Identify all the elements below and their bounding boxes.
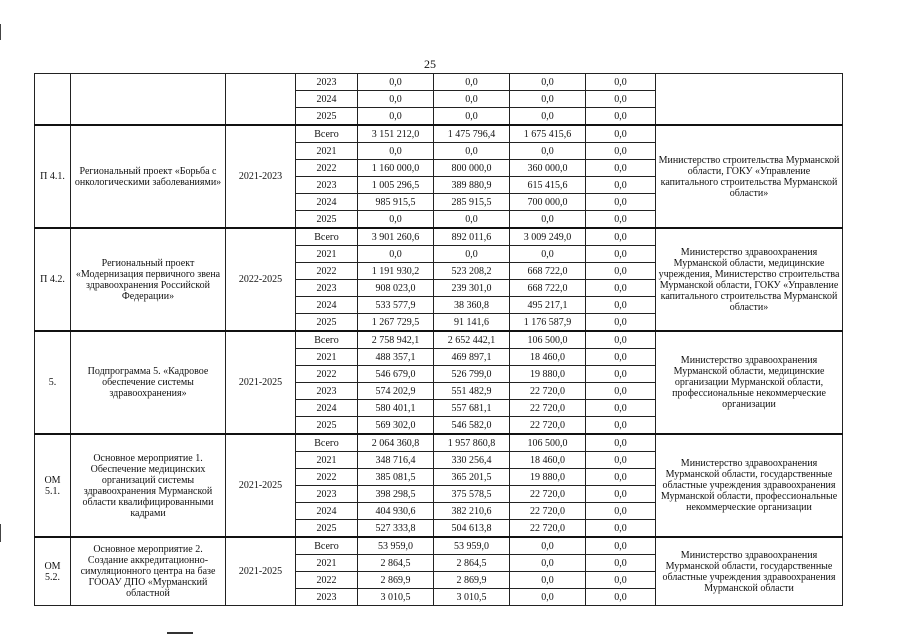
amount-cell: 0,0 (358, 143, 434, 160)
amount-cell: 404 930,6 (358, 503, 434, 520)
amount-cell: 3 009 249,0 (510, 228, 586, 246)
year-cell: 2025 (296, 211, 358, 229)
amount-cell: 526 799,0 (434, 366, 510, 383)
year-cell: 2024 (296, 503, 358, 520)
amount-cell: 0,0 (434, 91, 510, 108)
amount-cell: 0,0 (434, 211, 510, 229)
year-cell: 2022 (296, 572, 358, 589)
year-cell: 2023 (296, 383, 358, 400)
program-funding-table (34, 73, 843, 606)
item-executor: Министерство строительства Мурманской области, ГОКУ «Управление капитального строительства Мурманской области» (656, 125, 843, 228)
amount-cell: 106 500,0 (510, 331, 586, 349)
table-row (35, 331, 843, 349)
year-cell: 2024 (296, 400, 358, 417)
amount-cell: 2 758 942,1 (358, 331, 434, 349)
item-period: 2021-2023 (226, 125, 296, 228)
amount-cell: 18 460,0 (510, 452, 586, 469)
year-cell: 2022 (296, 469, 358, 486)
amount-cell: 546 679,0 (358, 366, 434, 383)
amount-cell: 389 880,9 (434, 177, 510, 194)
item-code: П 4.2. (35, 228, 71, 331)
year-cell: Всего (296, 434, 358, 452)
amount-cell: 0,0 (586, 572, 656, 589)
amount-cell: 469 897,1 (434, 349, 510, 366)
amount-cell: 0,0 (434, 246, 510, 263)
amount-cell: 3 151 212,0 (358, 125, 434, 143)
amount-cell: 0,0 (510, 211, 586, 229)
amount-cell: 385 081,5 (358, 469, 434, 486)
amount-cell: 557 681,1 (434, 400, 510, 417)
amount-cell: 0,0 (586, 91, 656, 108)
item-name: Региональный проект «Модернизация первичного звена здравоохранения Российской Федерации» (71, 228, 226, 331)
amount-cell: 2 652 442,1 (434, 331, 510, 349)
amount-cell: 0,0 (586, 555, 656, 572)
amount-cell: 504 613,8 (434, 520, 510, 538)
amount-cell: 2 864,5 (434, 555, 510, 572)
amount-cell: 668 722,0 (510, 280, 586, 297)
amount-cell: 19 880,0 (510, 469, 586, 486)
amount-cell: 800 000,0 (434, 160, 510, 177)
amount-cell: 91 141,6 (434, 314, 510, 332)
item-code: П 4.1. (35, 125, 71, 228)
table-row (35, 434, 843, 452)
year-cell: 2025 (296, 108, 358, 126)
item-code: ОМ 5.1. (35, 434, 71, 537)
page-number: 25 (424, 57, 436, 71)
margin-mark (0, 24, 1, 40)
year-cell: 2023 (296, 589, 358, 606)
amount-cell: 551 482,9 (434, 383, 510, 400)
year-cell: Всего (296, 331, 358, 349)
year-cell: Всего (296, 537, 358, 555)
amount-cell: 0,0 (358, 211, 434, 229)
amount-cell: 0,0 (586, 383, 656, 400)
year-cell: 2021 (296, 246, 358, 263)
amount-cell: 0,0 (586, 503, 656, 520)
amount-cell: 0,0 (586, 537, 656, 555)
amount-cell: 0,0 (510, 74, 586, 91)
amount-cell: 1 191 930,2 (358, 263, 434, 280)
amount-cell: 3 010,5 (358, 589, 434, 606)
year-cell: 2023 (296, 74, 358, 91)
amount-cell: 330 256,4 (434, 452, 510, 469)
amount-cell: 0,0 (510, 143, 586, 160)
year-cell: 2021 (296, 143, 358, 160)
table-row (35, 74, 843, 91)
amount-cell: 22 720,0 (510, 400, 586, 417)
amount-cell: 0,0 (586, 297, 656, 314)
year-cell: 2025 (296, 314, 358, 332)
amount-cell: 2 869,9 (358, 572, 434, 589)
amount-cell: 1 957 860,8 (434, 434, 510, 452)
amount-cell: 0,0 (586, 108, 656, 126)
amount-cell: 22 720,0 (510, 520, 586, 538)
amount-cell: 546 582,0 (434, 417, 510, 435)
margin-mark (0, 524, 1, 542)
amount-cell: 0,0 (586, 211, 656, 229)
amount-cell: 19 880,0 (510, 366, 586, 383)
amount-cell: 0,0 (586, 246, 656, 263)
amount-cell: 569 302,0 (358, 417, 434, 435)
amount-cell: 38 360,8 (434, 297, 510, 314)
amount-cell: 0,0 (586, 280, 656, 297)
amount-cell: 0,0 (586, 366, 656, 383)
item-period: 2021-2025 (226, 537, 296, 606)
amount-cell: 0,0 (358, 246, 434, 263)
amount-cell: 22 720,0 (510, 503, 586, 520)
amount-cell: 22 720,0 (510, 383, 586, 400)
year-cell: 2022 (296, 366, 358, 383)
year-cell: 2023 (296, 486, 358, 503)
item-name: Региональный проект «Борьба с онкологическими заболеваниями» (71, 125, 226, 228)
year-cell: 2024 (296, 297, 358, 314)
amount-cell: 348 716,4 (358, 452, 434, 469)
amount-cell: 1 267 729,5 (358, 314, 434, 332)
amount-cell: 0,0 (586, 520, 656, 538)
table-row (35, 537, 843, 555)
amount-cell: 0,0 (586, 314, 656, 332)
amount-cell: 0,0 (586, 177, 656, 194)
amount-cell: 0,0 (510, 589, 586, 606)
amount-cell: 0,0 (586, 486, 656, 503)
amount-cell: 382 210,6 (434, 503, 510, 520)
amount-cell: 2 869,9 (434, 572, 510, 589)
amount-cell: 0,0 (510, 108, 586, 126)
amount-cell: 985 915,5 (358, 194, 434, 211)
amount-cell: 0,0 (586, 589, 656, 606)
amount-cell: 0,0 (586, 228, 656, 246)
amount-cell: 375 578,5 (434, 486, 510, 503)
amount-cell: 0,0 (510, 537, 586, 555)
amount-cell: 239 301,0 (434, 280, 510, 297)
amount-cell: 1 160 000,0 (358, 160, 434, 177)
amount-cell: 53 959,0 (358, 537, 434, 555)
amount-cell: 1 176 587,9 (510, 314, 586, 332)
amount-cell: 53 959,0 (434, 537, 510, 555)
amount-cell: 0,0 (434, 74, 510, 91)
amount-cell: 0,0 (586, 452, 656, 469)
amount-cell: 1 005 296,5 (358, 177, 434, 194)
amount-cell: 0,0 (510, 572, 586, 589)
amount-cell: 0,0 (358, 74, 434, 91)
year-cell: 2023 (296, 280, 358, 297)
amount-cell: 668 722,0 (510, 263, 586, 280)
amount-cell: 523 208,2 (434, 263, 510, 280)
amount-cell: 285 915,5 (434, 194, 510, 211)
amount-cell: 0,0 (586, 469, 656, 486)
amount-cell: 1 675 415,6 (510, 125, 586, 143)
amount-cell: 0,0 (510, 91, 586, 108)
amount-cell: 0,0 (510, 246, 586, 263)
year-cell: 2021 (296, 349, 358, 366)
year-cell: Всего (296, 125, 358, 143)
item-executor: Министерство здравоохранения Мурманской области, государственные областные учреждения здравоохранения Мурманской области (656, 537, 843, 606)
item-period: 2021-2025 (226, 331, 296, 434)
item-name: Подпрограмма 5. «Кадровое обеспечение системы здравоохранения» (71, 331, 226, 434)
year-cell: 2025 (296, 520, 358, 538)
item-name: Основное мероприятие 1. Обеспечение медицинских организаций системы здравоохранения Мурманской области квалифицированными кадрами (71, 434, 226, 537)
footer-mark (167, 632, 193, 634)
amount-cell: 0,0 (586, 349, 656, 366)
amount-cell: 700 000,0 (510, 194, 586, 211)
amount-cell: 892 011,6 (434, 228, 510, 246)
amount-cell: 1 475 796,4 (434, 125, 510, 143)
item-executor: Министерство здравоохранения Мурманской области, государственные областные учреждения здравоохранения Мурманской области, профессиональные некоммерческие организации (656, 434, 843, 537)
amount-cell: 488 357,1 (358, 349, 434, 366)
amount-cell: 908 023,0 (358, 280, 434, 297)
amount-cell: 0,0 (586, 74, 656, 91)
item-executor: Министерство здравоохранения Мурманской области, медицинские учреждения, Министерство строительства Мурманской области, ГОКУ «Управление капитального строительства Мурманской области» (656, 228, 843, 331)
year-cell: 2025 (296, 417, 358, 435)
amount-cell: 0,0 (358, 108, 434, 126)
amount-cell: 360 000,0 (510, 160, 586, 177)
amount-cell: 398 298,5 (358, 486, 434, 503)
amount-cell: 574 202,9 (358, 383, 434, 400)
amount-cell: 0,0 (586, 125, 656, 143)
year-cell: 2021 (296, 555, 358, 572)
item-name: Основное мероприятие 2. Создание аккредитационно-симуляционного центра на базе ГООАУ ДПО «Мурманский областной (71, 537, 226, 606)
executor-cell (656, 74, 843, 126)
year-cell: 2023 (296, 177, 358, 194)
amount-cell: 106 500,0 (510, 434, 586, 452)
amount-cell: 0,0 (358, 91, 434, 108)
item-period: 2021-2025 (226, 434, 296, 537)
amount-cell: 2 064 360,8 (358, 434, 434, 452)
item-code: 5. (35, 331, 71, 434)
item-period: 2022-2025 (226, 228, 296, 331)
amount-cell: 615 415,6 (510, 177, 586, 194)
table-row (35, 125, 843, 143)
amount-cell: 365 201,5 (434, 469, 510, 486)
item-code: ОМ 5.2. (35, 537, 71, 606)
amount-cell: 0,0 (510, 555, 586, 572)
amount-cell: 0,0 (586, 400, 656, 417)
year-cell: 2021 (296, 452, 358, 469)
amount-cell: 580 401,1 (358, 400, 434, 417)
period-cell (226, 74, 296, 126)
year-cell: 2024 (296, 91, 358, 108)
amount-cell: 0,0 (586, 160, 656, 177)
amount-cell: 495 217,1 (510, 297, 586, 314)
amount-cell: 22 720,0 (510, 486, 586, 503)
amount-cell: 18 460,0 (510, 349, 586, 366)
amount-cell: 22 720,0 (510, 417, 586, 435)
table-row (35, 228, 843, 246)
year-cell: 2022 (296, 160, 358, 177)
amount-cell: 0,0 (586, 194, 656, 211)
item-executor: Министерство здравоохранения Мурманской области, медицинские организации Мурманской области, профессиональные некоммерческие организации (656, 331, 843, 434)
amount-cell: 0,0 (434, 143, 510, 160)
name-cell (71, 74, 226, 126)
amount-cell: 0,0 (586, 417, 656, 435)
amount-cell: 0,0 (434, 108, 510, 126)
year-cell: Всего (296, 228, 358, 246)
amount-cell: 0,0 (586, 434, 656, 452)
code-cell (35, 74, 71, 126)
amount-cell: 3 901 260,6 (358, 228, 434, 246)
amount-cell: 3 010,5 (434, 589, 510, 606)
amount-cell: 0,0 (586, 331, 656, 349)
year-cell: 2022 (296, 263, 358, 280)
amount-cell: 0,0 (586, 143, 656, 160)
amount-cell: 2 864,5 (358, 555, 434, 572)
amount-cell: 533 577,9 (358, 297, 434, 314)
amount-cell: 527 333,8 (358, 520, 434, 538)
amount-cell: 0,0 (586, 263, 656, 280)
year-cell: 2024 (296, 194, 358, 211)
